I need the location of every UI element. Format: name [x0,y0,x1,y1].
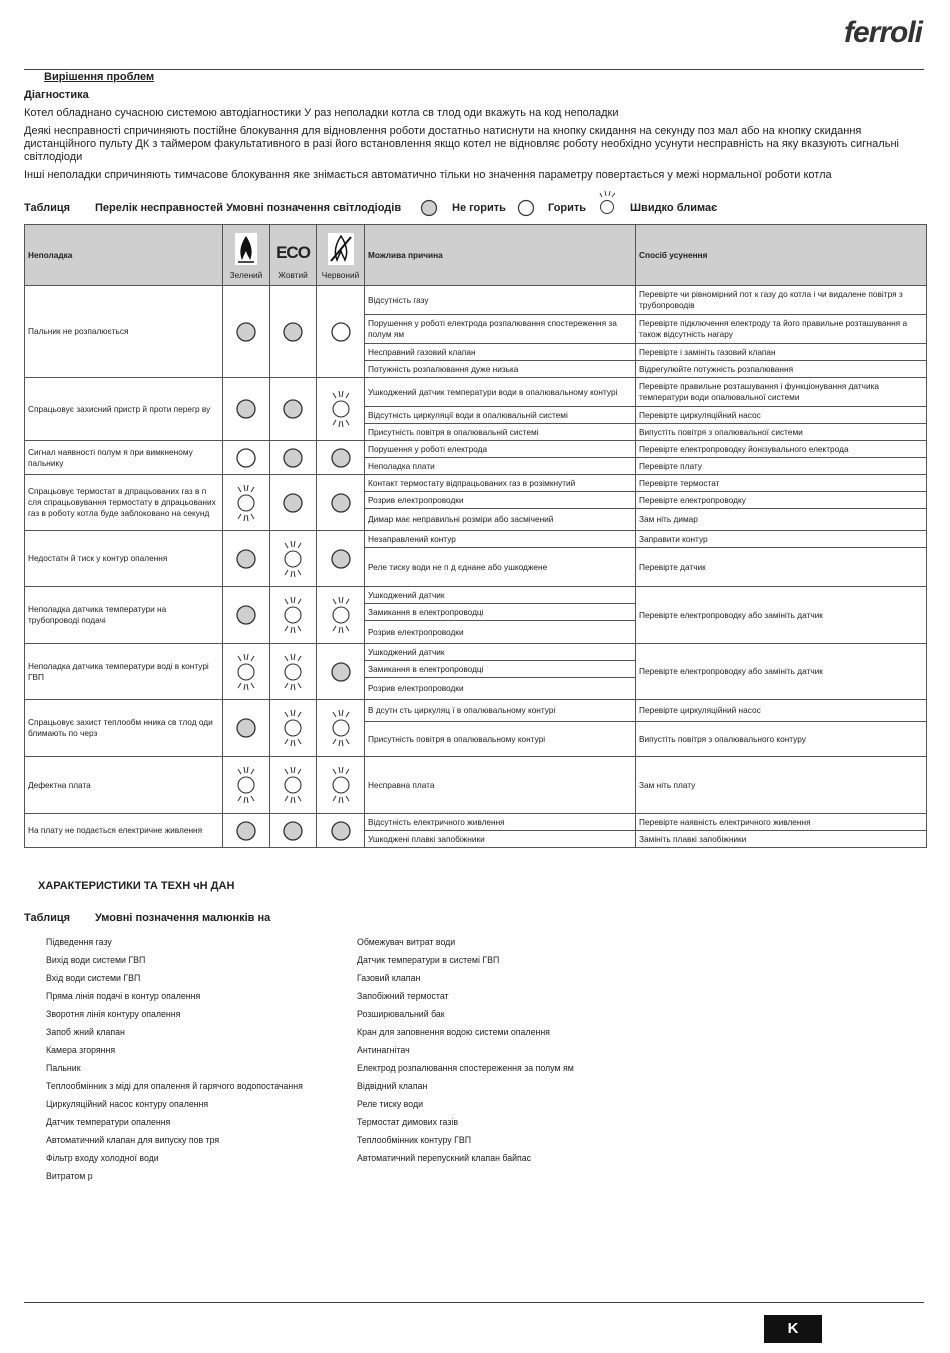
remedy-cell: Перевірте наявність електричного живлення [636,814,927,831]
remedy-cell: Перевірте електропроводку йонізувального електрода [636,441,927,458]
header-remedy: Спосіб усунення [636,225,927,286]
led-blink-icon [329,708,353,748]
header-fault: Неполадка [25,225,223,286]
legend-list-right [357,933,574,1167]
legend-item: Підведення газу [46,937,112,947]
legend-item: Відвідний клапан [357,1081,428,1091]
legend-item: Обмежувач витрат води [357,937,456,947]
led-cell [223,531,270,587]
led-blink-icon [329,389,353,429]
cause-cell: Несправний газовий клапан [365,344,636,361]
table-row [25,814,927,831]
legend-item: Термостат димових газів [357,1117,458,1127]
led-blink-icon [281,765,305,805]
led-on-icon [282,447,304,469]
led-cell [223,378,270,441]
led-on-icon [235,717,257,739]
remedy-cell: Замініть плавкі запобіжники [636,831,927,848]
led-on-icon [282,321,304,343]
intro-paragraph-3: Інші неполадки спричиняють тимчасове блокування яке знімається автоматично тільки но значення параметру повертається у межі нормальної роботи котла [24,169,832,181]
legend-item: Датчик температури опалення [46,1117,171,1127]
fault-cell: Дефектна плата [25,757,223,814]
led-blink-icon [281,708,305,748]
legend-item: Автоматичний перепускний клапан байпас [357,1153,532,1163]
cause-cell: Розрив електропроводки [365,492,636,509]
led-cell [270,441,317,475]
cause-cell: Розрив електропроводки [365,621,636,644]
fault-cell: Спрацьовує термостат в дпрацьованих газ в п сля спрацьовування термостату в дпрацьованих газ в роботу котла буде заблоковано на секунд [25,475,223,531]
svg-text:ferroli: ferroli [843,16,922,49]
led-blink-icon [329,595,353,635]
table-row [25,587,927,604]
led-cell [270,757,317,814]
table-row [25,644,927,661]
led-on-icon [330,661,352,683]
led-cell [317,475,365,531]
table-row [25,700,927,722]
cause-cell: Ушкоджений датчик температури води в опалювальному контурі [365,378,636,407]
led-cell [223,475,270,531]
legend-item: Циркуляційний насос контуру опалення [46,1099,209,1109]
flame-crossed-icon [328,233,354,265]
legend-item: Газовий клапан [357,973,421,983]
cause-cell: Димар має неправильні розміри або засмічений [365,509,636,531]
fault-table [24,224,927,848]
fault-cell: Спрацьовує захисний пристр й проти перегр ву [25,378,223,441]
header-red-label: Червоний [321,270,360,280]
led-off-icon [235,447,257,469]
remedy-cell: Відрегулюйте потужність розпалювання [636,361,927,378]
led-cell [270,286,317,378]
led-on-icon [235,604,257,626]
fault-cell: Недостатн й тиск у контур опалення [25,531,223,587]
header-green-label: Зелений [229,270,263,280]
cause-cell: В дсутн сть циркуляц ї в опалювальному контурі [365,700,636,722]
led-on-icon [330,447,352,469]
led-cell [223,814,270,848]
led-cell [270,700,317,757]
flame-icon [235,233,257,265]
legend-item: Антинагнітач [357,1045,410,1055]
remedy-cell: Перевірте чи рівномірний пот к газу до котла і чи видалене повітря з трубопроводів [636,286,927,315]
led-cell [270,378,317,441]
cause-cell: Замикання в електропроводці [365,604,636,621]
legend-item: Теплообмінник з міді для опалення й гарячого водопостачання [46,1081,303,1091]
legend-item: Теплообмінник контуру ГВП [357,1135,472,1145]
led-cell [317,757,365,814]
led-cell [270,814,317,848]
led-cell [317,644,365,700]
led-on-icon [235,548,257,570]
legend-off-label: Не горить [452,202,506,214]
section-subtitle: Діагностика [24,89,89,101]
legend-item: Камера згоряння [46,1045,116,1055]
led-on-icon [420,199,438,217]
fault-cell: Неполадка датчика температури воді в контурі ГВП [25,644,223,700]
led-cell [223,644,270,700]
led-legend [24,196,924,222]
led-on-icon [235,398,257,420]
led-on-icon [330,548,352,570]
specs-table-label: Таблиця [24,912,71,924]
cause-cell: Розрив електропроводки [365,678,636,700]
remedy-cell: Зам ніть плату [636,757,927,814]
page-tag: K [764,1315,822,1343]
remedy-cell: Зам ніть димар [636,509,927,531]
led-cell [223,757,270,814]
led-cell [270,531,317,587]
legend-item: Реле тиску води [357,1099,424,1109]
legend-item: Пряма лінія подачі в контур опалення [46,991,201,1001]
led-on-icon [330,820,352,842]
led-cell [317,531,365,587]
led-cell [270,644,317,700]
header-yellow-label: Жовтий [278,270,308,280]
table-row [25,757,927,814]
led-cell [223,587,270,644]
led-blink-icon [281,539,305,579]
legend-item: Кран для заповнення водою системи опалення [357,1027,550,1037]
led-cell [223,441,270,475]
led-on-icon [235,321,257,343]
remedy-cell: Перевірте правильне розташування і функціонування датчика температури води опалювальної системи [636,378,927,407]
led-on-icon [282,398,304,420]
table-row [25,286,927,315]
eco-icon: ECO [276,243,310,262]
led-blink-icon [596,187,618,221]
section-title: Вирішення проблем [44,71,155,83]
remedy-cell: Перевірте і замініть газовий клапан [636,344,927,361]
legend-item: Датчик температури в системі ГВП [357,955,500,965]
fault-cell: На плату не подається електричне живлення [25,814,223,848]
remedy-cell: Випустіть повітря з опалювального контуру [636,722,927,757]
legend-on-label: Горить [548,202,587,214]
cause-cell: Неполадка плати [365,458,636,475]
cause-cell: Присутність повітря в опалювальній системі [365,424,636,441]
remedy-cell: Перевірте підключення електроду та його правильне розташування а також відсутність нагару [636,315,927,344]
fault-cell: Спрацьовує захист теплообм нника св тлод оди блимають по черз [25,700,223,757]
legend-list-left [46,933,303,1185]
table-row [25,441,927,458]
cause-cell: Відсутність циркуляції води в опалювальній системі [365,407,636,424]
legend-item: Фільтр входу холодної води [46,1153,159,1163]
legend-item: Витратом р [46,1171,93,1181]
legend-table-label: Таблиця [24,202,71,214]
cause-cell: Замикання в електропроводці [365,661,636,678]
legend-item: Вхід води системи ГВП [46,973,141,983]
led-cell [223,286,270,378]
led-blink-icon [234,652,258,692]
cause-cell: Ушкоджений датчик [365,587,636,604]
led-cell [317,814,365,848]
legend-item: Пальник [46,1063,81,1073]
legend-item: Запобіжний термостат [357,991,449,1001]
led-off-icon [330,321,352,343]
led-cell [317,286,365,378]
specs-table-title: Умовні позначення малюнків на [95,912,271,924]
table-row [25,378,927,407]
legend-item: Електрод розпалювання спостереження за полум ям [357,1063,574,1073]
led-cell [270,475,317,531]
cause-cell: Порушення у роботі електрода розпалювання спостереження за полум ям [365,315,636,344]
cause-cell: Реле тиску води не п д єднане або ушкоджене [365,548,636,587]
remedy-cell: Перевірте електропроводку або замініть датчик [636,587,927,644]
led-cell [317,587,365,644]
specs-title: ХАРАКТЕРИСТИКИ ТА ТЕХН чН ДАН [38,880,235,892]
led-off-icon [517,199,535,217]
led-blink-icon [234,483,258,523]
header-red [317,225,365,286]
led-blink-icon [281,652,305,692]
led-on-icon [282,492,304,514]
table-row [25,475,927,492]
remedy-cell: Перевірте датчик [636,548,927,587]
led-on-icon [282,820,304,842]
header-green [223,225,270,286]
cause-cell: Відсутність електричного живлення [365,814,636,831]
intro-paragraph-2: Деякі несправності спричиняють постійне блокування для відновлення роботи достатньо натиснути на кнопку скидання на секунду поз мал або на кнопку скидання дистанційного пульту ДК з таймером факультативного в разі його встановлення якщо котел не відновляє роботу необхідно усунути несправність на яку вказують сигнальні світлодіоди [24,125,899,163]
fault-table-header [25,225,927,286]
legend-item: Вихід води системи ГВП [46,955,146,965]
legend-blink-label: Швидко блимає [630,202,718,214]
remedy-cell: Перевірте електропроводку [636,492,927,509]
cause-cell: Контакт термостату відпрацьованих газ в розімкнутий [365,475,636,492]
bottom-rule [24,1302,924,1303]
led-on-icon [330,492,352,514]
led-blink-icon [281,595,305,635]
led-on-icon [235,820,257,842]
led-blink-icon [329,765,353,805]
header-yellow [270,225,317,286]
cause-cell: Потужність розпалювання дуже низька [365,361,636,378]
remedy-cell: Перевірте електропроводку або замініть датчик [636,644,927,700]
remedy-cell: Перевірте термостат [636,475,927,492]
cause-cell: Несправна плата [365,757,636,814]
top-rule [24,69,924,70]
remedy-cell: Перевірте плату [636,458,927,475]
fault-cell: Неполадка датчика температури на трубопроводі подачі [25,587,223,644]
cause-cell: Відсутність газу [365,286,636,315]
led-cell [317,378,365,441]
remedy-cell: Перевірте циркуляційний насос [636,407,927,424]
led-cell [317,441,365,475]
cause-cell: Незаправлений контур [365,531,636,548]
legend-item: Автоматичний клапан для випуску пов тря [46,1135,220,1145]
led-blink-icon [234,765,258,805]
fault-cell: Пальник не розпалюється [25,286,223,378]
led-cell [270,587,317,644]
remedy-cell: Перевірте циркуляційний насос [636,700,927,722]
cause-cell: Ушкоджені плавкі запобіжники [365,831,636,848]
legend-item: Розширювальний бак [357,1009,445,1019]
table-row [25,531,927,548]
cause-cell: Порушення у роботі електрода [365,441,636,458]
remedy-cell: Випустіть повітря з опалювальної системи [636,424,927,441]
legend-item: Запоб жний клапан [46,1027,125,1037]
led-cell [223,700,270,757]
remedy-cell: Заправити контур [636,531,927,548]
intro-paragraph-1: Котел обладнано сучасною системою автодіагностики У раз неполадки котла св тлод оди вкажуть на код неполадки [24,107,619,119]
legend-item: Зворотня лінія контуру опалення [46,1009,181,1019]
cause-cell: Ушкоджений датчик [365,644,636,661]
header-cause: Можлива причина [365,225,636,286]
ferroli-logo [834,6,924,50]
cause-cell: Присутність повітря в опалювальному контурі [365,722,636,757]
fault-cell: Сигнал наявності полум я при вимкненому пальнику [25,441,223,475]
legend-title: Перелік несправностей Умовні позначення світлодіодів [95,202,402,214]
led-cell [317,700,365,757]
